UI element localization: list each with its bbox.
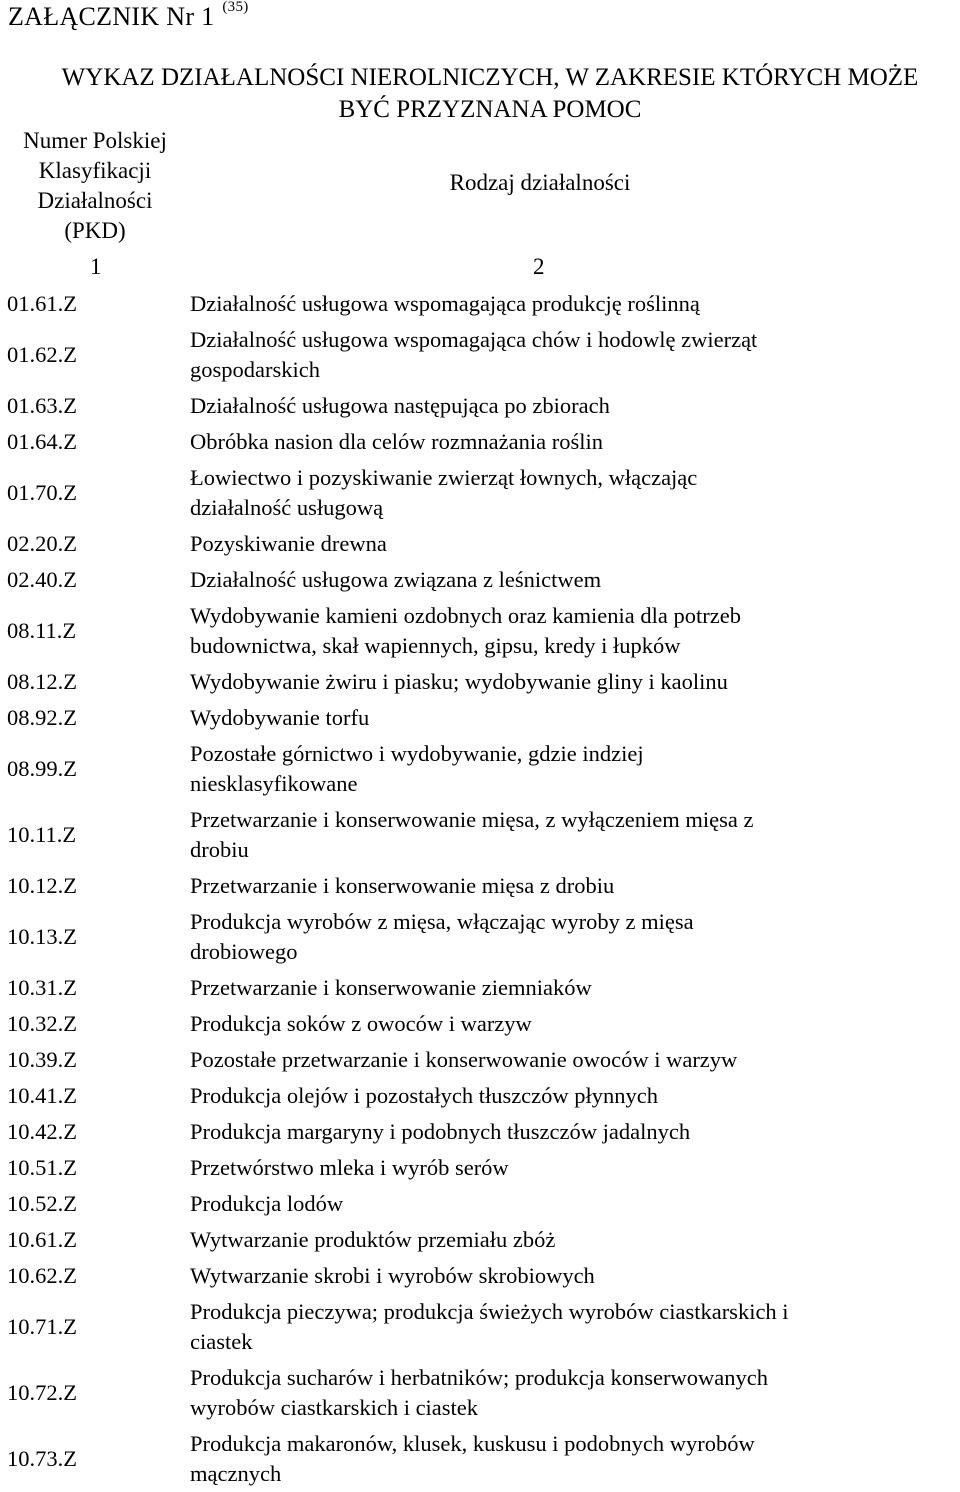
description-line: działalność usługową bbox=[190, 495, 384, 520]
pkd-code: 10.41.Z bbox=[7, 1083, 77, 1108]
description-line: niesklasyfikowane bbox=[190, 771, 358, 796]
activity-description bbox=[190, 1045, 890, 1075]
table-row bbox=[0, 1006, 960, 1042]
pkd-code: 08.12.Z bbox=[7, 669, 77, 694]
description-line: gospodarskich bbox=[190, 357, 320, 382]
activity-description bbox=[190, 565, 890, 595]
activity-table bbox=[0, 286, 960, 1492]
header-code-line: Klasyfikacji bbox=[38, 158, 152, 183]
description-line: drobiowego bbox=[190, 939, 298, 964]
pkd-code: 10.51.Z bbox=[7, 1155, 77, 1180]
description-line: Działalność usługowa związana z leśnictwem bbox=[190, 567, 602, 592]
pkd-code: 10.13.Z bbox=[7, 924, 77, 949]
table-row bbox=[0, 1078, 960, 1114]
pkd-code: 08.92.Z bbox=[7, 705, 77, 730]
description-line: Obróbka nasion dla celów rozmnażania roślin bbox=[190, 429, 603, 454]
description-line: Pozyskiwanie drewna bbox=[190, 531, 387, 556]
description-line: Przetwarzanie i konserwowanie mięsa z drobiu bbox=[190, 873, 615, 898]
description-line: drobiu bbox=[190, 837, 249, 862]
table-row bbox=[0, 1360, 960, 1426]
activity-description bbox=[190, 1117, 890, 1147]
pkd-code: 01.61.Z bbox=[7, 291, 77, 316]
activity-description bbox=[190, 973, 890, 1003]
table-row bbox=[0, 1294, 960, 1360]
pkd-code: 08.11.Z bbox=[7, 618, 77, 643]
header-code-line: Numer Polskiej bbox=[23, 128, 167, 153]
description-line: Wydobywanie torfu bbox=[190, 705, 370, 730]
pkd-code: 10.31.Z bbox=[7, 975, 77, 1000]
table-row bbox=[0, 1426, 960, 1492]
description-line: budownictwa, skał wapiennych, gipsu, kredy i łupków bbox=[190, 633, 681, 658]
description-line: Przetwarzanie i konserwowanie ziemniaków bbox=[190, 975, 592, 1000]
activity-description bbox=[190, 1189, 890, 1219]
description-line: mącznych bbox=[190, 1461, 282, 1486]
pkd-code: 10.61.Z bbox=[7, 1227, 77, 1252]
activity-description bbox=[190, 739, 890, 799]
activity-description bbox=[190, 1081, 890, 1111]
description-line: wyrobów ciastkarskich i ciastek bbox=[190, 1395, 479, 1420]
pkd-code: 08.99.Z bbox=[7, 756, 77, 781]
pkd-code: 10.11.Z bbox=[7, 822, 77, 847]
pkd-code: 01.64.Z bbox=[7, 429, 77, 454]
pkd-code: 10.42.Z bbox=[7, 1119, 77, 1144]
activity-description bbox=[190, 871, 890, 901]
description-line: Produkcja wyrobów z mięsa, włączając wyroby z mięsa bbox=[190, 909, 694, 934]
activity-description bbox=[190, 427, 890, 457]
description-line: Produkcja makaronów, klusek, kuskusu i podobnych wyrobów bbox=[190, 1431, 755, 1456]
description-line: Łowiectwo i pozyskiwanie zwierząt łownych, włączając bbox=[190, 465, 698, 490]
pkd-code: 10.72.Z bbox=[7, 1380, 77, 1405]
activity-description bbox=[190, 1009, 890, 1039]
activity-description bbox=[190, 289, 890, 319]
description-line: Wydobywanie kamieni ozdobnych oraz kamienia dla potrzeb bbox=[190, 603, 741, 628]
column-number-2: 2 bbox=[533, 254, 545, 279]
activity-description bbox=[190, 1297, 890, 1357]
footnote-marker: (35) bbox=[222, 0, 249, 16]
description-line: Produkcja margaryny i podobnych tłuszczów jadalnych bbox=[190, 1119, 691, 1144]
table-row bbox=[0, 1186, 960, 1222]
activity-description bbox=[190, 325, 890, 385]
table-row bbox=[0, 970, 960, 1006]
description-line: Działalność usługowa wspomagająca chów i hodowlę zwierząt bbox=[190, 327, 758, 352]
description-line: ciastek bbox=[190, 1329, 253, 1354]
pkd-code: 10.52.Z bbox=[7, 1191, 77, 1216]
table-row bbox=[0, 904, 960, 970]
activity-description bbox=[190, 1363, 890, 1423]
header-code-line: (PKD) bbox=[64, 218, 126, 243]
description-line: Wytwarzanie skrobi i wyrobów skrobiowych bbox=[190, 1263, 595, 1288]
pkd-code: 01.62.Z bbox=[7, 342, 77, 367]
pkd-code: 02.40.Z bbox=[7, 567, 77, 592]
description-line: Produkcja soków z owoców i warzyw bbox=[190, 1011, 532, 1036]
table-row bbox=[0, 424, 960, 460]
activity-description bbox=[190, 1225, 890, 1255]
title-line-1: WYKAZ DZIAŁALNOŚCI NIEROLNICZYCH, W ZAKRESIE KTÓRYCH MOŻE bbox=[61, 64, 919, 91]
table-row bbox=[0, 1042, 960, 1078]
table-row bbox=[0, 1150, 960, 1186]
table-row bbox=[0, 1258, 960, 1294]
pkd-code: 10.12.Z bbox=[7, 873, 77, 898]
pkd-code: 01.70.Z bbox=[7, 480, 77, 505]
table-row bbox=[0, 286, 960, 322]
page-heading bbox=[8, 2, 249, 32]
table-row bbox=[0, 460, 960, 526]
table-row bbox=[0, 598, 960, 664]
pkd-code: 10.39.Z bbox=[7, 1047, 77, 1072]
table-row bbox=[0, 562, 960, 598]
description-line: Działalność usługowa wspomagająca produkcję roślinną bbox=[190, 291, 700, 316]
header-code-line: Działalności bbox=[37, 188, 153, 213]
header-activity-type: Rodzaj działalności bbox=[449, 170, 631, 195]
pkd-code: 10.73.Z bbox=[7, 1446, 77, 1471]
description-line: Wydobywanie żwiru i piasku; wydobywanie gliny i kaolinu bbox=[190, 669, 728, 694]
title-line-2: BYĆ PRZYZNANA POMOC bbox=[338, 96, 642, 123]
pkd-code: 10.62.Z bbox=[7, 1263, 77, 1288]
description-line: Przetwórstwo mleka i wyrób serów bbox=[190, 1155, 509, 1180]
table-row bbox=[0, 322, 960, 388]
header-pkd-number bbox=[0, 126, 190, 246]
description-line: Produkcja lodów bbox=[190, 1191, 344, 1216]
pkd-code: 10.71.Z bbox=[7, 1314, 77, 1339]
table-row bbox=[0, 1222, 960, 1258]
table-row bbox=[0, 868, 960, 904]
activity-description bbox=[190, 1153, 890, 1183]
activity-description bbox=[190, 529, 890, 559]
pkd-code: 01.63.Z bbox=[7, 393, 77, 418]
pkd-code: 10.32.Z bbox=[7, 1011, 77, 1036]
description-line: Produkcja pieczywa; produkcja świeżych wyrobów ciastkarskich i bbox=[190, 1299, 789, 1324]
column-number-1: 1 bbox=[90, 254, 102, 279]
description-line: Produkcja sucharów i herbatników; produkcja konserwowanych bbox=[190, 1365, 768, 1390]
activity-description bbox=[190, 463, 890, 523]
activity-description bbox=[190, 703, 890, 733]
heading-text: ZAŁĄCZNIK Nr 1 bbox=[8, 2, 215, 31]
table-row bbox=[0, 664, 960, 700]
description-line: Wytwarzanie produktów przemiału zbóż bbox=[190, 1227, 556, 1252]
description-line: Przetwarzanie i konserwowanie mięsa, z wyłączeniem mięsa z bbox=[190, 807, 754, 832]
table-row bbox=[0, 526, 960, 562]
table-row bbox=[0, 736, 960, 802]
document-title bbox=[20, 62, 960, 126]
activity-description bbox=[190, 1261, 890, 1291]
pkd-code: 02.20.Z bbox=[7, 531, 77, 556]
activity-description bbox=[190, 805, 890, 865]
table-row bbox=[0, 388, 960, 424]
activity-description bbox=[190, 907, 890, 967]
activity-description bbox=[190, 1429, 890, 1489]
activity-description bbox=[190, 391, 890, 421]
table-row bbox=[0, 700, 960, 736]
description-line: Działalność usługowa następująca po zbiorach bbox=[190, 393, 610, 418]
description-line: Produkcja olejów i pozostałych tłuszczów płynnych bbox=[190, 1083, 659, 1108]
activity-description bbox=[190, 667, 890, 697]
description-line: Pozostałe przetwarzanie i konserwowanie owoców i warzyw bbox=[190, 1047, 738, 1072]
description-line: Pozostałe górnictwo i wydobywanie, gdzie indziej bbox=[190, 741, 644, 766]
table-row bbox=[0, 1114, 960, 1150]
activity-description bbox=[190, 601, 890, 661]
table-row bbox=[0, 802, 960, 868]
